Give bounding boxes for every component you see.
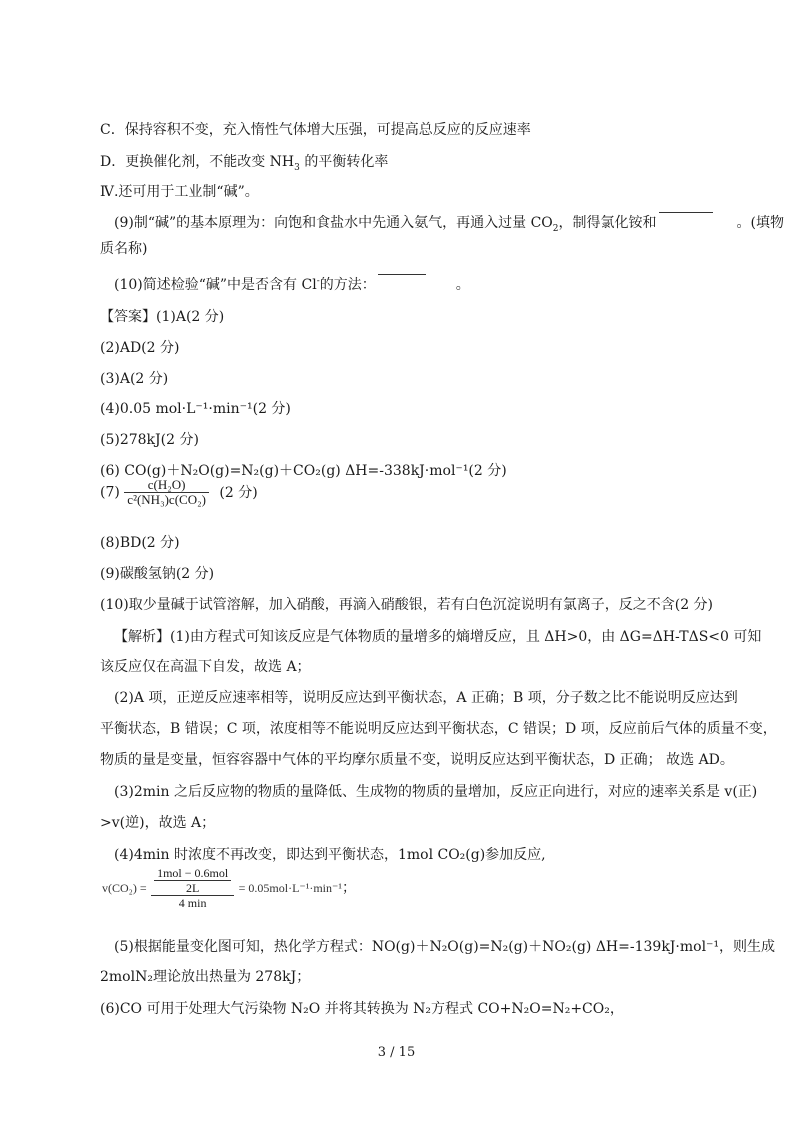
answer-line: (5)278kJ(2 分)	[100, 432, 199, 448]
answer-blank	[659, 212, 713, 213]
answer-line: (8)BD(2 分)	[100, 535, 180, 551]
explanation-line: 该反应仅在高温下自发，故选 A；	[100, 659, 311, 675]
answer-blank	[378, 274, 426, 275]
rate-fraction: $\frac{\frac{\text{1mol − 0.6mol}}{2L}}{4 \min}$	[151, 866, 234, 910]
explanation-line: >v(逆)，故选 A；	[100, 815, 216, 831]
explanation-line: (4)4min 时浓度不再改变，即达到平衡状态，1mol CO₂(g)参加反应,	[114, 847, 546, 863]
explanation-line: (5)根据能量变化图可知，热化学方程式：NO(g)＋N₂O(g)=N₂(g)＋NO₂(g) ΔH=-139kJ·mol⁻¹，则生成	[114, 939, 776, 955]
answer-line: (3)A(2 分)	[100, 371, 169, 387]
answer-line: 【答案】(1)A(2 分)	[100, 309, 225, 325]
explanation-line: 2molN₂理论放出热量为 278kJ；	[100, 969, 311, 985]
explanation-line: 物质的量是变量，恒容容器中气体的平均摩尔质量不变，说明反应达到平衡状态，D 正确； 故选 AD。	[100, 752, 734, 768]
explanation-line: (3)2min 之后反应物的物质的量降低、生成物的物质的量增加，反应正向进行，对应的速率关系是 v(正)	[114, 784, 758, 800]
explanation-line: (2)A 项，正逆反应速率相等，说明反应达到平衡状态，A 正确；B 项，分子数之比不能说明反应达到	[114, 690, 738, 706]
answer-line: (4)0.05 mol·L⁻¹·min⁻¹(2 分)	[100, 401, 291, 417]
answer-line: (6) CO(g)＋N₂O(g)=N₂(g)＋CO₂(g) ΔH=-338kJ·mol⁻¹(2 分)	[100, 463, 507, 479]
equilibrium-constant-fraction: $\frac{\text{c(H₂O)}}{\text{c²(NH₃)c(CO₂)}}$	[124, 478, 209, 507]
text-line: C．保持容积不变，充入惰性气体增大压强，可提高总反应的反应速率	[100, 122, 531, 138]
explanation-line: 平衡状态，B 错误；C 项，浓度相等不能说明反应达到平衡状态，C 错误；D 项，反应前后气体的质量不变，	[100, 721, 777, 737]
text-line: D．更换催化剂，不能改变 $NH_3$ 的平衡转化率	[100, 154, 389, 173]
answer-line: (9)碳酸氢钠(2 分)	[100, 566, 215, 582]
answer-line: (10)取少量碱于试管溶解，加入硝酸，再滴入硝酸银，若有白色沉淀说明有氯离子，反之不含(2 分)	[100, 597, 714, 613]
question-9: (9)制“碱”的基本原理为：向饱和食盐水中先通入氨气，再通入过量 $CO_2$，制得氯化铵和 。(填物	[114, 214, 784, 232]
answer-line-7: (7) $\frac{\text{c(H₂O)}}{\text{c²(NH₃)c(CO₂)}}$ (2 分)	[100, 477, 258, 507]
section-heading: Ⅳ.还可用于工业制“碱”。	[100, 184, 259, 200]
text-line: 质名称)	[100, 241, 148, 257]
explanation-line: (6)CO 可用于处理大气污染物 N₂O 并将其转换为 N₂方程式 CO+N₂O=N₂+CO₂，	[100, 1001, 624, 1017]
question-10: (10)简述检验“碱”中是否含有 Cl-的方法： 。	[114, 276, 470, 294]
page-number: 3 / 15	[377, 1045, 416, 1060]
rate-equation: v(CO₂) = $\frac{\frac{\text{1mol − 0.6mol}}{2L}}{4 \min}$ = 0.05mol·L⁻¹·min⁻¹；	[102, 866, 356, 910]
explanation-line: 【解析】(1)由方程式可知该反应是气体物质的量增多的熵增反应，且 ΔH>0，由 ΔG=ΔH-TΔS<0 可知	[114, 629, 762, 645]
answer-line: (2)AD(2 分)	[100, 340, 180, 356]
